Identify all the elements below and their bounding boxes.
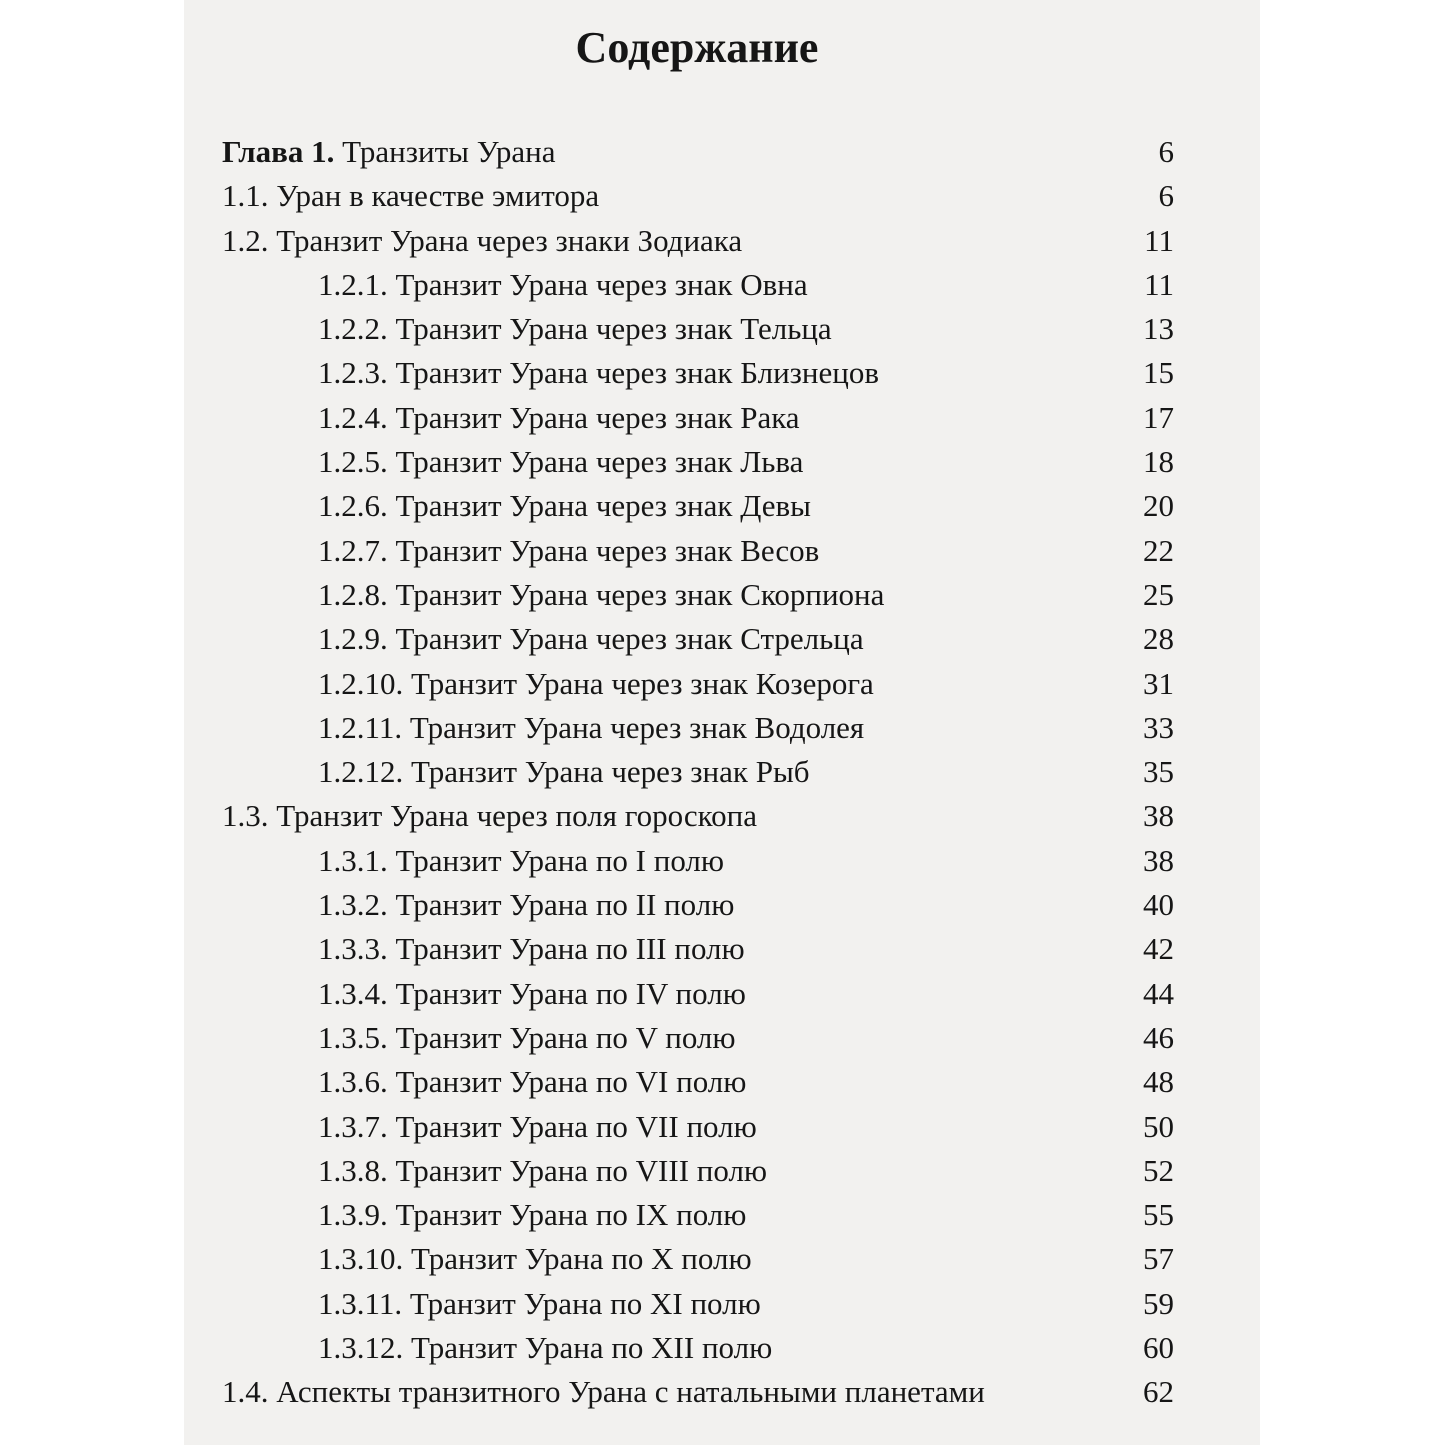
toc-row	[222, 440, 1174, 484]
toc-page-number: 52	[1143, 1152, 1174, 1188]
toc-row	[222, 1149, 1174, 1193]
toc-entry-text: 1.2.2. Транзит Урана через знак Тельца	[318, 311, 832, 347]
toc-row	[222, 1326, 1174, 1370]
toc-row	[222, 927, 1174, 971]
toc-page-number: 38	[1143, 798, 1174, 834]
toc-row	[222, 219, 1174, 263]
toc-page-number: 57	[1143, 1241, 1174, 1277]
toc-page-number: 62	[1143, 1374, 1174, 1410]
toc-row	[222, 1016, 1174, 1060]
toc-entry-text: 1.2.11. Транзит Урана через знак Водолея	[318, 709, 865, 745]
toc-page-number: 6	[1158, 134, 1174, 169]
toc-entry-text: 1.3.9. Транзит Урана по IX полю	[318, 1197, 747, 1233]
toc-entry-text: 1.3. Транзит Урана через поля гороскопа	[222, 798, 758, 834]
toc-entry-text: 1.1. Уран в качестве эмитора	[222, 178, 600, 214]
toc-page-number: 6	[1158, 178, 1174, 214]
toc-page-number: 13	[1143, 311, 1174, 347]
toc-entry-text: 1.3.6. Транзит Урана по VI полю	[318, 1064, 747, 1100]
toc-row	[222, 883, 1174, 927]
toc-row	[222, 750, 1174, 794]
toc-entry-text: 1.4. Аспекты транзитного Урана с натальными планетами	[222, 1374, 985, 1410]
toc-row	[222, 1237, 1174, 1281]
toc-entry-text: 1.2.5. Транзит Урана через знак Льва	[318, 444, 804, 480]
toc-row	[222, 307, 1174, 351]
toc-entry-text: 1.2.10. Транзит Урана через знак Козерога	[318, 665, 874, 701]
toc-page-number: 28	[1143, 621, 1174, 657]
toc-chapter-row	[222, 130, 1174, 174]
toc-page-number: 11	[1144, 222, 1174, 258]
toc-entry-text: 1.3.4. Транзит Урана по IV полю	[318, 975, 746, 1011]
toc-entry-text: 1.3.11. Транзит Урана по XI полю	[318, 1285, 761, 1321]
toc-row	[222, 972, 1174, 1016]
toc-page-number: 50	[1143, 1108, 1174, 1144]
toc-page-number: 48	[1143, 1064, 1174, 1100]
toc-entry-text: 1.2.9. Транзит Урана через знак Стрельца	[318, 621, 864, 657]
toc-row	[222, 396, 1174, 440]
toc-page-number: 42	[1143, 931, 1174, 967]
toc-page-number: 33	[1143, 709, 1174, 745]
toc-row	[222, 706, 1174, 750]
toc-row	[222, 839, 1174, 883]
toc-entry-text: 1.2.12. Транзит Урана через знак Рыб	[318, 754, 810, 790]
toc-entry-text: 1.2. Транзит Урана через знаки Зодиака	[222, 222, 743, 258]
toc-page-number: 31	[1143, 665, 1174, 701]
toc-page-number: 22	[1143, 532, 1174, 568]
toc-entry-text: 1.3.2. Транзит Урана по II полю	[318, 887, 735, 923]
toc-page-number: 25	[1143, 576, 1174, 612]
toc-entry-text: 1.3.3. Транзит Урана по III полю	[318, 931, 745, 967]
toc-page-number: 18	[1143, 444, 1174, 480]
chapter-label: Глава 1.	[222, 134, 335, 169]
toc-page-number: 38	[1143, 842, 1174, 878]
toc-row	[222, 573, 1174, 617]
toc-page-number: 60	[1143, 1330, 1174, 1366]
toc-entry-text: 1.2.3. Транзит Урана через знак Близнецов	[318, 355, 879, 391]
toc-row	[222, 484, 1174, 528]
toc-entry-text: 1.3.7. Транзит Урана по VII полю	[318, 1108, 757, 1144]
table-of-contents	[222, 130, 1174, 1415]
toc-page-number: 44	[1143, 975, 1174, 1011]
toc-row	[222, 1105, 1174, 1149]
toc-page-number: 59	[1143, 1285, 1174, 1321]
toc-entry-text: 1.2.4. Транзит Урана через знак Рака	[318, 399, 800, 435]
toc-row	[222, 794, 1174, 838]
toc-row	[222, 662, 1174, 706]
toc-entry-text: 1.2.7. Транзит Урана через знак Весов	[318, 532, 820, 568]
toc-entry-text: 1.2.6. Транзит Урана через знак Девы	[318, 488, 811, 524]
toc-entry-text: 1.3.10. Транзит Урана по X полю	[318, 1241, 752, 1277]
chapter-title: Транзиты Урана	[342, 134, 556, 169]
toc-row	[222, 263, 1174, 307]
toc-page-number: 46	[1143, 1019, 1174, 1055]
toc-entry-text: 1.3.8. Транзит Урана по VIII полю	[318, 1152, 768, 1188]
toc-row	[222, 617, 1174, 661]
toc-row	[222, 1370, 1174, 1414]
book-page	[184, 0, 1260, 1445]
toc-page-number: 15	[1143, 355, 1174, 391]
toc-page-number: 40	[1143, 887, 1174, 923]
toc-page-number: 20	[1143, 488, 1174, 524]
toc-row	[222, 351, 1174, 395]
page-title: Содержание	[575, 23, 819, 72]
toc-row	[222, 1060, 1174, 1104]
toc-entry-text: 1.3.12. Транзит Урана по XII полю	[318, 1330, 773, 1366]
toc-row	[222, 1282, 1174, 1326]
toc-entry-text: 1.3.5. Транзит Урана по V полю	[318, 1019, 736, 1055]
toc-entry-text: 1.3.1. Транзит Урана по I полю	[318, 842, 725, 878]
toc-entry-text: 1.2.1. Транзит Урана через знак Овна	[318, 266, 808, 302]
toc-entry-text	[222, 130, 556, 174]
toc-page-number: 55	[1143, 1197, 1174, 1233]
toc-row	[222, 1193, 1174, 1237]
toc-row	[222, 529, 1174, 573]
toc-page-number: 35	[1143, 754, 1174, 790]
toc-page-number: 17	[1143, 399, 1174, 435]
toc-entry-text: 1.2.8. Транзит Урана через знак Скорпиона	[318, 576, 885, 612]
toc-page-number: 11	[1144, 266, 1174, 302]
toc-row	[222, 174, 1174, 218]
